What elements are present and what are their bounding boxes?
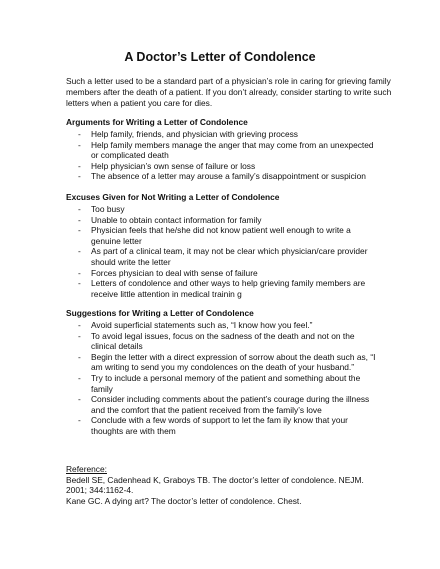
suggestions-list	[78, 320, 378, 437]
list-item: - Begin the letter with a direct expression of sorrow about the death such as, “I am writing to send you my condolences on the death of your husband.”	[78, 352, 378, 373]
list-item: - Consider including comments about the patient’s courage during the illness and the comfort that the patient received from the family’s love	[78, 394, 378, 415]
list-item: - Unable to obtain contact information for family	[78, 215, 378, 226]
list-item: - Conclude with a few words of support to let the fam ily know that your thoughts are with them	[78, 415, 378, 436]
reference-entry: Bedell SE, Cadenhead K, Graboys TB. The doctor’s letter of condolence. NEJM. 2001; 344:1162-4.	[66, 474, 364, 496]
list-item: - Physician feels that he/she did not know patient well enough to write a genuine letter	[78, 225, 378, 246]
list-item: - Help physician’s own sense of failure or loss	[78, 161, 378, 172]
excuses-list	[78, 204, 378, 299]
list-item: - Help family, friends, and physician with grieving process	[78, 129, 378, 140]
section-heading-arguments: Arguments for Writing a Letter of Condolence	[66, 117, 248, 127]
reference-block	[66, 464, 366, 506]
list-item: - The absence of a letter may arouse a family’s disappointment or suspicion	[78, 171, 378, 182]
intro-paragraph: Such a letter used to be a standard part of a physician’s role in caring for grieving family members after the death of a patient. If you don’t already, consider starting to write such letters when a patient you care for dies.	[66, 76, 392, 108]
list-item: - Forces physician to deal with sense of failure	[78, 268, 378, 279]
list-item: - Try to include a personal memory of the patient and something about the family	[78, 373, 378, 394]
reference-entry: Kane GC. A dying art? The doctor’s letter of condolence. Chest.	[66, 495, 302, 506]
page-title: A Doctor’s Letter of Condolence	[124, 50, 316, 64]
list-item: - Letters of condolence and other ways to help grieving family members are receive little attention in medical trainin g	[78, 278, 378, 299]
list-item: - To avoid legal issues, focus on the sadness of the death and not on the clinical details	[78, 331, 378, 352]
reference-label: Reference:	[66, 464, 107, 474]
arguments-list	[78, 129, 378, 182]
section-heading-suggestions: Suggestions for Writing a Letter of Condolence	[66, 308, 254, 318]
list-item: - Avoid superficial statements such as, “I know how you feel.”	[78, 320, 378, 331]
section-heading-excuses: Excuses Given for Not Writing a Letter of Condolence	[66, 192, 280, 202]
list-item: - As part of a clinical team, it may not be clear which physician/care provider should write the letter	[78, 246, 378, 267]
list-item: - Help family members manage the anger that may come from an unexpected or complicated death	[78, 140, 378, 161]
list-item: - Too busy	[78, 204, 378, 215]
